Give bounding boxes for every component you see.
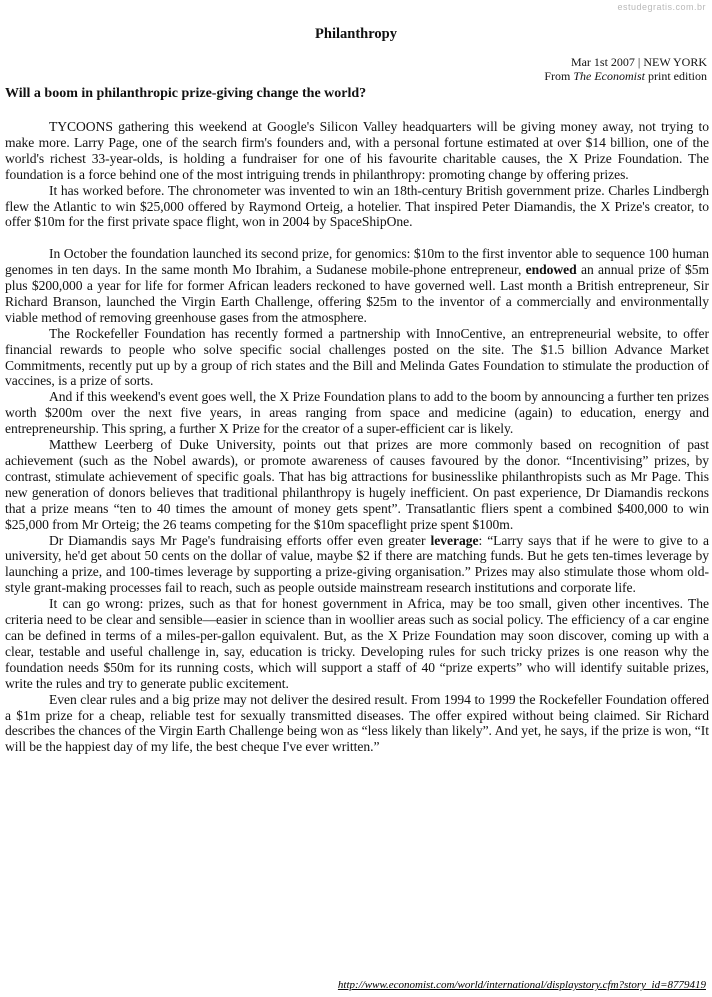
source-link[interactable]: http://www.economist.com/world/international/displaystory.cfm?story_id=8779419 (337, 979, 706, 991)
paragraph-8: It can go wrong: prizes, such as that for honest government in Africa, may be too small, given other incentives. The criteria need to be clear and sensible—easier in science than in woollier areas such as social policy. The efficiency of a car engine can be defined in terms of a miles-per-gallon equivalent. But, as the X Prize Foundation may soon discover, coming up with a clear, testable and useful challenge in, say, education is tricky. Developing rules for such tricky prizes is one reason why the foundation needs $50m for its running costs, which will support a staff of 40 “prize experts” who will identify suitable prizes, write the rules and try to generate public excitement. (5, 596, 709, 691)
page-title: Philanthropy (315, 26, 397, 42)
edition-suffix: print edition (645, 69, 707, 83)
paragraph-9: Even clear rules and a big prize may not deliver the desired result. From 1994 to 1999 the Rockefeller Foundation offered a $1m prize for a cheap, reliable test for sexually transmitted diseases. The offer expired without being claimed. Sir Richard describes the chances of the Virgin Earth Challenge being won as “less likely than likely”. And yet, he says, if the prize is won, “It will be the happiest day of my life, the best cheque I've ever written.” (5, 691, 709, 755)
paragraph-4: The Rockefeller Foundation has recently formed a partnership with InnoCentive, an entrepreneurial website, to offer financial rewards to people who solve specific social challenges posted on the site. The $1.5 billion Advance Market Commitments, recently put up by a group of rich states and the Bill and Melinda Gates Foundation to stimulate the production of vaccines, is a prize of sorts. (5, 325, 709, 389)
paragraph-3-after: an annual prize of $5m plus $200,000 a year for life for former African leaders reckoned to have governed well. Last month a British entrepreneur, Sir Richard Branson, launched the Virgin Earth Challenge, offering $25m to the inventor of a commercially and environmentally viable method of removing greenhouse gases from the atmosphere. (5, 262, 709, 325)
paragraph-1: TYCOONS gathering this weekend at Google's Silicon Valley headquarters will be giving money away, not trying to make more. Larry Page, one of the search firm's founders and, with a personal fortune estimated at over $14 billion, one of the world's richest 33-year-olds, is holding a fundraiser for one of his favourite charitable causes, the X Prize Foundation. The foundation is a force behind one of the most intriguing trends in philanthropy: promoting change by offering prizes. (5, 119, 709, 182)
paragraph-3 (5, 246, 709, 326)
edition-line (544, 69, 707, 83)
paragraph-2: It has worked before. The chronometer was invented to win an 18th-century British government prize. Charles Lindbergh flew the Atlantic to win $25,000 offered by Raymond Orteig, a hotelier. That inspired Peter Diamandis, the X Prize's creator, to offer $10m for the first private space flight, won in 2004 by SpaceShipOne. (5, 182, 709, 230)
paragraph-7-after: : “Larry says that if he were to give to a university, he'd get about 50 cents on the dollar of value, maybe $2 if there are matching funds. But he gets ten-times leverage by launching a prize, and 100-times leverage by supporting a prize-giving organisation.” Prizes may also stimulate those whom old-style grant-making processes fail to reach, such as people outside mainstream research institutions and corporate life. (5, 532, 710, 596)
article-body (5, 119, 709, 755)
article-meta (544, 55, 707, 83)
publication-name: The Economist (573, 69, 645, 83)
dateline: Mar 1st 2007 | NEW YORK (570, 55, 707, 69)
article-headline: Will a boom in philanthropic prize-giving change the world? (5, 86, 367, 101)
paragraph-7-before: Dr Diamandis says Mr Page's fundraising efforts offer even greater (49, 532, 431, 548)
paragraph-3-before: In October the foundation launched its second prize, for genomics: $10m to the first inventor able to sequence 100 human genomes in ten days. In the same month Mo Ibrahim, a Sudanese mobile-phone entrepreneur, (5, 246, 709, 278)
edition-prefix: From (544, 69, 574, 83)
paragraph-5: And if this weekend's event goes well, the X Prize Foundation plans to add to the boom by announcing a further ten prizes worth $200m over the next five years, in areas ranging from space and medicine (again) to education, energy and entrepreneurship. This spring, a further X Prize for the creator of a super-efficient car is likely. (5, 389, 709, 437)
paragraph-7-bold: leverage (430, 532, 479, 548)
site-watermark: estudegratis.com.br (617, 2, 706, 12)
paragraph-6: Matthew Leerberg of Duke University, points out that prizes are more commonly based on recognition of past achievement (such as the Nobel awards), or promote awareness of causes favoured by the donor. “Incentivising” prizes, by contrast, stimulate achievement of specific goals. That has big attractions for businesslike philanthropists such as Mr Page. This new generation of donors believes that traditional philanthropy is hugely inefficient. On past experience, Dr Diamandis reckons that a prize means “ten to 40 times the amount of money gets spent”. Transatlantic fliers spent a combined $400,000 to win $25,000 from Mr Orteig; the 26 teams competing for the $10m spaceflight prize spent $100m. (5, 437, 709, 532)
paragraph-7 (5, 533, 709, 597)
paragraph-3-bold: endowed (525, 262, 577, 278)
